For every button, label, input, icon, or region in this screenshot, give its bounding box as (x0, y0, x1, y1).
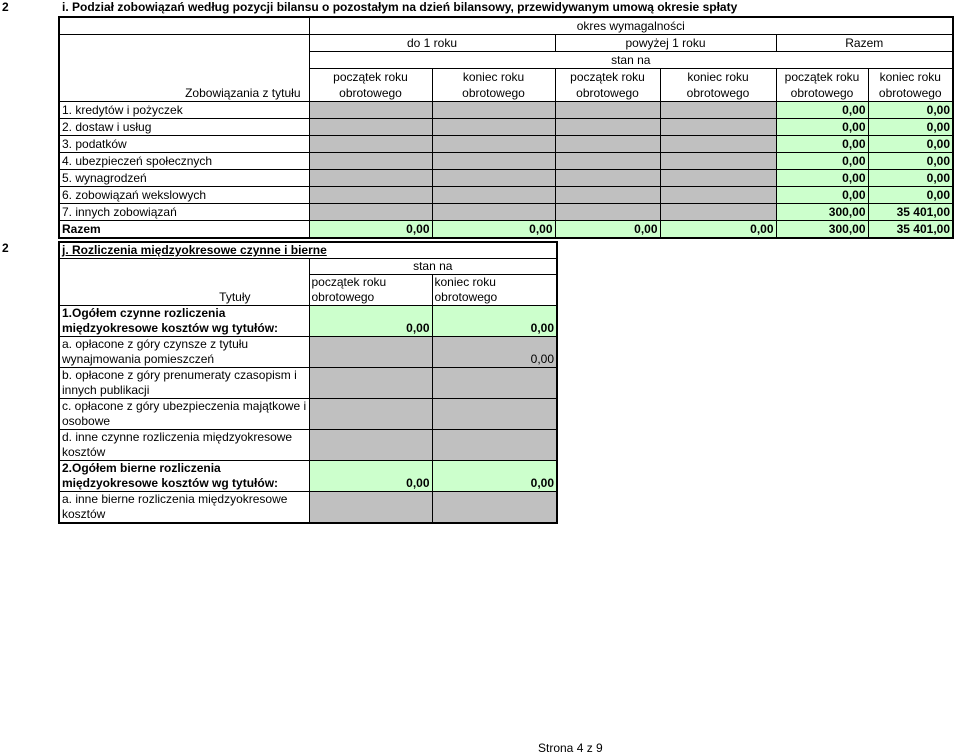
row-label: 3. podatków (59, 136, 309, 153)
header-koniec: koniec roku (432, 275, 557, 291)
header-obrotowego: obrotowego (868, 85, 953, 102)
header-stan-na: stan na (309, 52, 953, 69)
empty-cell (432, 187, 555, 204)
empty-cell (309, 187, 432, 204)
section-j-number: 2 (2, 241, 9, 255)
empty-cell (660, 204, 776, 221)
row-label-line1: d. inne czynne rozliczenia międzyokresowe (59, 430, 309, 446)
value-cell: 0,00 (776, 153, 868, 170)
row-label-line1: a. opłacone z góry czynsze z tytułu (59, 337, 309, 353)
value-cell (432, 430, 557, 461)
header-poczatek: początek roku (309, 275, 432, 291)
value-cell: 35 401,00 (868, 204, 953, 221)
header-razem: Razem (776, 35, 953, 52)
empty-cell (660, 119, 776, 136)
empty-cell (309, 153, 432, 170)
row-label-line2: wynajmowania pomieszczeń (62, 352, 215, 366)
value-cell: 0,00 (309, 306, 432, 337)
empty-cell (432, 136, 555, 153)
row-label: 7. innych zobowiązań (59, 204, 309, 221)
row-label-line1: a. inne bierne rozliczenia międzyokresowe (59, 492, 309, 508)
total-value: 0,00 (555, 221, 660, 239)
empty-cell (432, 170, 555, 187)
value-cell (309, 399, 432, 430)
empty-cell (309, 102, 432, 119)
table-row (59, 399, 557, 415)
header-do-1-roku: do 1 roku (309, 35, 555, 52)
total-value: 35 401,00 (868, 221, 953, 239)
total-label: Razem (59, 221, 309, 239)
row-label: 1. kredytów i pożyczek (59, 102, 309, 119)
empty-cell (432, 119, 555, 136)
table-row (59, 119, 953, 136)
header-okres: okres wymagalności (309, 17, 953, 35)
empty-cell (660, 187, 776, 204)
row-label-line2: innych publikacji (62, 383, 150, 397)
table-row (59, 170, 953, 187)
empty-cell (555, 119, 660, 136)
table-row (59, 337, 557, 353)
value-cell (309, 337, 432, 368)
header-poczatek: początek roku (776, 69, 868, 86)
row-label: 4. ubezpieczeń społecznych (59, 153, 309, 170)
page-number: Strona 4 z 9 (538, 741, 603, 755)
value-cell: 0,00 (432, 337, 557, 368)
header-koniec: koniec roku (432, 69, 555, 86)
empty-cell (555, 170, 660, 187)
section-i-number: 2 (2, 0, 9, 14)
total-value: 0,00 (660, 221, 776, 239)
header-obrotowego: obrotowego (432, 290, 557, 306)
section-i-title: i. Podział zobowiązań według pozycji bilansu o pozostałym na dzień bilansowy, przewidywanym umową okresie spłaty (62, 0, 738, 14)
empty-cell (555, 153, 660, 170)
header-row-label: Zobowiązania z tytułu (59, 85, 309, 102)
header-poczatek: początek roku (309, 69, 432, 86)
row-label-line2: kosztów (62, 507, 106, 521)
value-cell: 0,00 (868, 187, 953, 204)
header-koniec: koniec roku (660, 69, 776, 86)
liabilities-table (58, 16, 954, 239)
value-cell: 0,00 (868, 170, 953, 187)
total-value: 300,00 (776, 221, 868, 239)
empty-cell (432, 204, 555, 221)
value-cell (309, 368, 432, 399)
empty-cell (660, 153, 776, 170)
empty-cell (432, 153, 555, 170)
row-label-line1: c. opłacone z góry ubezpieczenia majątkowe i (59, 399, 309, 415)
row-label-line2: międzyokresowe kosztów wg tytułów: (62, 476, 279, 490)
table-row (59, 153, 953, 170)
value-cell (432, 399, 557, 430)
empty-cell (555, 187, 660, 204)
empty-cell (309, 136, 432, 153)
row-label: 6. zobowiązań wekslowych (59, 187, 309, 204)
header-tytuly: Tytuły (59, 290, 309, 306)
total-value: 0,00 (309, 221, 432, 239)
value-cell (432, 368, 557, 399)
table-row (59, 368, 557, 384)
table-row (59, 430, 557, 446)
table-row (59, 136, 953, 153)
empty-cell (555, 102, 660, 119)
empty-cell (432, 102, 555, 119)
value-cell: 0,00 (868, 136, 953, 153)
row-label: 5. wynagrodzeń (59, 170, 309, 187)
header-obrotowego: obrotowego (309, 85, 432, 102)
table-row (59, 204, 953, 221)
value-cell: 0,00 (776, 170, 868, 187)
table-row (59, 306, 557, 322)
header-obrotowego: obrotowego (432, 85, 555, 102)
row-label: 2. dostaw i usług (59, 119, 309, 136)
row-label-line2: kosztów (62, 445, 106, 459)
header-obrotowego: obrotowego (309, 290, 432, 306)
empty-cell (660, 102, 776, 119)
empty-cell (660, 170, 776, 187)
header-koniec: koniec roku (868, 69, 953, 86)
value-cell: 0,00 (309, 461, 432, 492)
value-cell: 0,00 (776, 102, 868, 119)
empty-cell (555, 136, 660, 153)
header-powyzej-1-roku: powyżej 1 roku (555, 35, 776, 52)
value-cell: 0,00 (776, 136, 868, 153)
value-cell: 0,00 (868, 102, 953, 119)
value-cell: 300,00 (776, 204, 868, 221)
empty-cell (660, 136, 776, 153)
row-label-line2: międzyokresowe kosztów wg tytułów: (62, 321, 279, 335)
empty-cell (309, 204, 432, 221)
row-label-line1: b. opłacone z góry prenumeraty czasopism i (59, 368, 309, 384)
row-label-line1: 2.Ogółem bierne rozliczenia (59, 461, 309, 477)
header-obrotowego: obrotowego (776, 85, 868, 102)
total-value: 0,00 (432, 221, 555, 239)
header-stan-na: stan na (309, 259, 557, 275)
header-poczatek: początek roku (555, 69, 660, 86)
empty-cell (309, 119, 432, 136)
value-cell: 0,00 (776, 119, 868, 136)
empty-cell (309, 170, 432, 187)
value-cell (309, 492, 432, 524)
empty-cell (555, 204, 660, 221)
table-row (59, 187, 953, 204)
table-row (59, 461, 557, 477)
value-cell: 0,00 (776, 187, 868, 204)
table-row (59, 492, 557, 508)
value-cell (309, 430, 432, 461)
row-label-line2: osobowe (62, 414, 111, 428)
header-obrotowego: obrotowego (555, 85, 660, 102)
value-cell: 0,00 (868, 153, 953, 170)
section-j-title: j. Rozliczenia międzyokresowe czynne i bierne (59, 242, 557, 259)
header-obrotowego: obrotowego (660, 85, 776, 102)
row-label-line1: 1.Ogółem czynne rozliczenia (59, 306, 309, 322)
value-cell: 0,00 (432, 306, 557, 337)
value-cell: 0,00 (868, 119, 953, 136)
value-cell (432, 492, 557, 524)
table-row (59, 102, 953, 119)
accruals-table (58, 241, 558, 524)
value-cell: 0,00 (432, 461, 557, 492)
